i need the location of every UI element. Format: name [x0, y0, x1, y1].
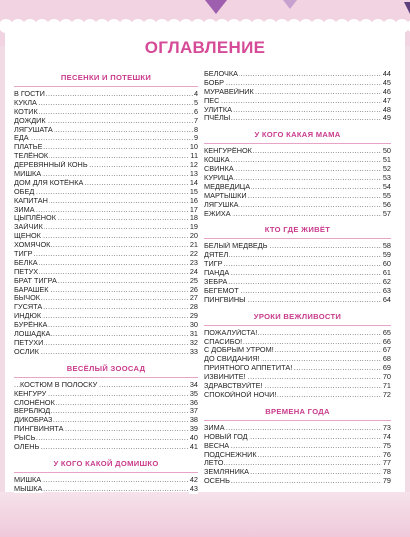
toc-entry-page: 9 [193, 134, 198, 143]
toc-entry-page: 28 [189, 303, 198, 312]
toc-entry-title: ПЕТУХ [14, 267, 39, 276]
toc-entry-title: КЕНГУРУ [14, 389, 47, 398]
toc-entry-page: 70 [382, 373, 391, 382]
toc-entry-title: РЫСЬ [14, 434, 36, 443]
toc-entry [14, 134, 198, 143]
toc-entry-title: ЛЯГУШКА [204, 200, 239, 209]
toc-entry [14, 152, 198, 161]
toc-entry-title: ЛЕТО [204, 459, 224, 468]
toc-entry-title: ВЕСНА [204, 441, 230, 450]
toc-entry [14, 241, 198, 250]
toc-entry-page: 18 [189, 214, 198, 223]
toc-entry-title: ДЯТЕЛ [204, 251, 229, 260]
toc-entry-title: ДО СВИДАНИЯ! [204, 355, 260, 364]
toc-entry-page: 74 [382, 432, 391, 441]
toc-entry [14, 250, 198, 259]
toc-entry-page: 60 [382, 260, 391, 269]
toc-entry-page: 23 [189, 258, 198, 267]
toc-entry [204, 278, 391, 287]
toc-right-column [204, 70, 391, 486]
toc-entry-title: ЗИМА [14, 205, 35, 214]
toc-entry-page: 59 [382, 251, 391, 260]
toc-entry [14, 197, 198, 206]
toc-entry-title: ЗИМА [204, 423, 225, 432]
toc-entry-page: 76 [382, 450, 391, 459]
toc-entry-page: 45 [382, 78, 391, 87]
section-header: ВРЕМЕНА ГОДА [204, 404, 391, 421]
toc-entry [204, 329, 391, 338]
toc-entry-title: ПАНДА [204, 269, 230, 278]
toc-entry [204, 165, 391, 174]
toc-entry-title: ВЕРБЛЮД [14, 407, 51, 416]
page-title: ОГЛАВЛЕНИЕ [144, 38, 266, 57]
toc-entry-page: 67 [382, 346, 391, 355]
toc-entry-title: БЕЛКА [14, 258, 38, 267]
toc-entry-page: 29 [189, 312, 198, 321]
toc-entry-page: 55 [382, 191, 391, 200]
toc-entry [204, 355, 391, 364]
toc-entry-title: УЛИТКА [204, 105, 233, 114]
toc-entry [204, 338, 391, 347]
toc-entry [204, 346, 391, 355]
toc-entry [14, 277, 198, 286]
toc-entry-page: 16 [189, 196, 198, 205]
toc-entry [204, 114, 391, 123]
toc-entry [14, 330, 198, 339]
toc-entry [14, 303, 198, 312]
toc-entry-page: 5 [193, 98, 198, 107]
toc-entry-title: МЫШКА [14, 484, 43, 493]
toc-entry [14, 188, 198, 197]
toc-entry-title: ЗАЙЧИК [14, 223, 43, 232]
toc-entry-title: ПИНГВИНЫ [204, 295, 246, 304]
toc-entry [204, 433, 391, 442]
toc-entry-title: БАРАШЕК [14, 285, 49, 294]
toc-entry-title: СПАСИБО! [204, 337, 243, 346]
toc-entry-title: ДОЖДИК [14, 116, 46, 125]
toc-entry-page: 22 [189, 250, 198, 259]
toc-entry-page: 61 [382, 269, 391, 278]
toc-entry-title: ПЕС [204, 96, 220, 105]
toc-entry [204, 424, 391, 433]
toc-entry-page: 10 [189, 143, 198, 152]
toc-entry-page: 64 [382, 295, 391, 304]
toc-entry [14, 259, 198, 268]
toc-entry-title: ТЕЛЁНОК [14, 152, 49, 161]
toc-entry [204, 442, 391, 451]
toc-entry [204, 459, 391, 468]
toc-entry [14, 214, 198, 223]
toc-entry-page: 56 [382, 200, 391, 209]
toc-entry-page: 17 [189, 205, 198, 214]
section-header: КТО ГДЕ ЖИВЁТ [204, 222, 391, 239]
toc-entry-page: 4 [193, 90, 198, 98]
toc-entry-page: 52 [382, 165, 391, 174]
toc-entry-page: 39 [189, 425, 198, 434]
toc-entry-title: СЛОНЁНОК [14, 398, 55, 407]
toc-entry [204, 192, 391, 201]
toc-entry [14, 99, 198, 108]
toc-entry-title: СВИНКА [204, 165, 234, 174]
toc-entry [14, 390, 198, 399]
toc-entry-title: ЗЕБРА [204, 278, 228, 287]
toc-entry-title: КУРИЦА [204, 174, 234, 183]
toc-entry-page: 43 [189, 484, 198, 493]
toc-entry-page: 35 [189, 389, 198, 398]
toc-entry [14, 179, 198, 188]
toc-entry [204, 156, 391, 165]
toc-entry [14, 143, 198, 152]
toc-entry [14, 294, 198, 303]
toc-entry [204, 451, 391, 460]
decor-triangle [205, 0, 227, 14]
toc-entry-page: 78 [382, 468, 391, 477]
toc-entry-page: 44 [382, 70, 391, 78]
toc-entry-page: 38 [189, 416, 198, 425]
toc-entry-page: 42 [189, 475, 198, 484]
toc-entry-page: 31 [189, 330, 198, 339]
toc-entry [14, 443, 198, 452]
toc-entry-title: КАПИТАН [14, 196, 48, 205]
section-header: ПЕСЕНКИ И ПОТЕШКИ [14, 70, 198, 87]
toc-entry [14, 425, 198, 434]
toc-entry [204, 296, 391, 305]
toc-entry-page: 34 [189, 380, 198, 389]
toc-entry-page: 77 [382, 459, 391, 468]
toc-entry-page: 12 [189, 161, 198, 170]
toc-entry-title: МУРАВЕЙНИК [204, 87, 254, 96]
toc-entry-title: В ГОСТИ [14, 90, 45, 98]
toc-entry-title: ЩЕНОК [14, 232, 41, 241]
toc-entry-page: 7 [193, 116, 198, 125]
section-header: УРОКИ ВЕЖЛИВОСТИ [204, 309, 391, 326]
toc-entry-title: ЗЕМЛЯНИКА [204, 468, 250, 477]
toc-entry-page: 62 [382, 278, 391, 287]
toc-entry-page: 65 [382, 328, 391, 337]
toc-entry-title: ДОМ ДЛЯ КОТЁНКА [14, 178, 84, 187]
toc-entry [204, 382, 391, 391]
toc-entry-title: ЛЯГУШАТА [14, 125, 53, 134]
toc-entry-title: БРАТ ТИГРА [14, 276, 57, 285]
toc-entry [14, 232, 198, 241]
toc-entry-title: ДИКОБРАЗ [14, 416, 53, 425]
toc-entry-page: 75 [382, 441, 391, 450]
toc-entry [14, 485, 198, 494]
toc-entry-page: 25 [189, 276, 198, 285]
toc-entry-page: 71 [382, 382, 391, 391]
toc-entry-page: 19 [189, 223, 198, 232]
toc-entry-page: 30 [189, 321, 198, 330]
toc-entry [204, 88, 391, 97]
toc-entry-title: ХОМЯЧОК [14, 241, 51, 250]
toc-entry-page: 51 [382, 156, 391, 165]
toc-entry-page: 69 [382, 364, 391, 373]
toc-entry-title: МИШКА [14, 170, 42, 179]
toc-entry [204, 373, 391, 382]
toc-entry [204, 183, 391, 192]
toc-entry-page: 66 [382, 337, 391, 346]
toc-entry [14, 434, 198, 443]
toc-entry-title: СПОКОЙНОЙ НОЧИ! [204, 390, 277, 399]
toc-entry [204, 106, 391, 115]
toc-entry [14, 339, 198, 348]
toc-entry-title: ОЛЕНЬ [14, 442, 40, 451]
toc-entry-page: 20 [189, 232, 198, 241]
toc-entry [14, 399, 198, 408]
toc-entry-page: 72 [382, 390, 391, 399]
toc-entry-title: ПИНГВИНЯТА [14, 425, 64, 434]
toc-entry [204, 287, 391, 296]
toc-entry [14, 90, 198, 99]
toc-entry-page: 37 [189, 407, 198, 416]
toc-entry [204, 242, 391, 251]
toc-entry-page: 54 [382, 182, 391, 191]
toc-entry [14, 170, 198, 179]
toc-entry-title: ИНДЮК [14, 312, 42, 321]
toc-entry-title: КОТИК [14, 107, 38, 116]
toc-entry-title: БЕГЕМОТ [204, 286, 239, 295]
toc-left-column [14, 70, 198, 494]
toc-entry-title: ОБЕД [14, 187, 35, 196]
toc-entry-title: БОБР [204, 78, 225, 87]
toc-entry-title: ПОДСНЕЖНИК [204, 450, 257, 459]
toc-entry [204, 260, 391, 269]
toc-entry-title: ИЗВИНИТЕ! [204, 373, 246, 382]
toc-entry [14, 312, 198, 321]
toc-entry-page: 41 [189, 442, 198, 451]
toc-entry-title: БЕЛЫЙ МЕДВЕДЬ [204, 242, 268, 251]
toc-entry-title: БЫЧОК [14, 294, 41, 303]
toc-entry-title: ПЕТУХИ [14, 338, 44, 347]
toc-entry-title: КУКЛА [14, 98, 37, 107]
toc-entry [204, 79, 391, 88]
toc-entry-title: С ДОБРЫМ УТРОМ! [204, 346, 274, 355]
toc-entry-title: ПЛАТЬЕ [14, 143, 43, 152]
toc-entry-page: 68 [382, 355, 391, 364]
toc-entry-page: 8 [193, 125, 198, 134]
toc-entry-title: МЕДВЕДИЦА [204, 182, 251, 191]
toc-entry-title: БЕЛОЧКА [204, 70, 238, 78]
toc-entry-page: 21 [189, 241, 198, 250]
toc-entry [204, 210, 391, 219]
toc-entry-page: 79 [382, 477, 391, 486]
toc-entry-title: ДЕРЕВЯННЫЙ КОНЬ [14, 161, 88, 170]
toc-entry [204, 468, 391, 477]
toc-entry [204, 477, 391, 486]
toc-entry-page: 73 [382, 423, 391, 432]
toc-entry [14, 407, 198, 416]
toc-entry-page: 49 [382, 114, 391, 123]
toc-entry [204, 391, 391, 400]
toc-entry [14, 381, 198, 390]
toc-entry-title: ОСЛИК [14, 347, 39, 356]
toc-entry-page: 32 [189, 338, 198, 347]
toc-entry-title: КОШКА [204, 156, 230, 165]
toc-entry-page: 36 [189, 398, 198, 407]
toc-entry-page: 27 [189, 294, 198, 303]
toc-entry-title: МИШКА [14, 475, 42, 484]
toc-entry-page: 48 [382, 105, 391, 114]
toc-entry-page: 6 [193, 107, 198, 116]
toc-entry-page: 24 [189, 267, 198, 276]
toc-entry [14, 161, 198, 170]
toc-entry [14, 108, 198, 117]
toc-entry [14, 117, 198, 126]
toc-entry-page: 58 [382, 242, 391, 251]
toc-entry [204, 147, 391, 156]
toc-entry-title: КЕНГУРЁНОК [204, 147, 252, 156]
toc-entry-title: ПОЖАЛУЙСТА! [204, 328, 258, 337]
toc-entry-title: ТИГР [14, 250, 33, 259]
toc-entry [14, 348, 198, 357]
toc-entry-page: 63 [382, 286, 391, 295]
decor-triangle [404, 2, 410, 14]
toc-entry [204, 174, 391, 183]
toc-entry-title: ЗДРАВСТВУЙТЕ! [204, 382, 263, 391]
toc-entry [14, 126, 198, 135]
toc-entry [14, 223, 198, 232]
toc-entry-page: 57 [382, 209, 391, 218]
toc-entry [204, 97, 391, 106]
toc-entry-title: ЕЖИХА [204, 209, 231, 218]
toc-entry-page: 50 [382, 147, 391, 156]
toc-entry-title: ЛОШАДКА [14, 330, 51, 339]
toc-entry-title: ГУСЯТА [14, 303, 43, 312]
toc-entry [204, 201, 391, 210]
toc-entry-page: 11 [190, 152, 198, 161]
toc-entry-title: ЕДА [14, 134, 29, 143]
toc-entry-title: НОВЫЙ ГОД [204, 432, 248, 441]
toc-entry [204, 251, 391, 260]
decor-triangle [283, 0, 297, 9]
section-header: ВЕСЁЛЫЙ ЗООСАД [14, 361, 198, 378]
toc-entry-title: ПРИЯТНОГО АППЕТИТА! [204, 364, 293, 373]
toc-entry-title: ТИГР [204, 260, 223, 269]
toc-entry [204, 364, 391, 373]
section-header: У КОГО КАКОЙ ДОМИШКО [14, 456, 198, 473]
bottom-decor-band [0, 492, 410, 537]
toc-entry [204, 70, 391, 79]
toc-entry [204, 269, 391, 278]
toc-entry-page: 40 [189, 434, 198, 443]
toc-entry-page: 15 [189, 187, 198, 196]
toc-entry-title: ЦЫПЛЁНОК [14, 214, 56, 223]
toc-entry-page: 13 [189, 170, 198, 179]
toc-entry [14, 206, 198, 215]
toc-entry-page: 46 [382, 87, 391, 96]
toc-entry-page: 47 [382, 96, 391, 105]
toc-entry [14, 416, 198, 425]
toc-entry-title: ОСЕНЬ [204, 477, 230, 486]
toc-entry-page: 33 [189, 347, 198, 356]
toc-entry-title: КОСТЮМ В ПОЛОСКУ [20, 380, 98, 389]
toc-entry [14, 286, 198, 295]
toc-entry [14, 476, 198, 485]
toc-entry-page: 53 [382, 174, 391, 183]
toc-entry-page: 14 [189, 178, 198, 187]
section-header: У КОГО КАКАЯ МАМА [204, 127, 391, 144]
toc-entry [14, 268, 198, 277]
toc-entry-title: МАРТЫШКИ [204, 191, 247, 200]
toc-entry [14, 321, 198, 330]
toc-entry-page: 26 [189, 285, 198, 294]
toc-entry-title: БУРЁНКА [14, 321, 48, 330]
toc-entry-title: ПЧЁЛЫ [204, 114, 231, 123]
